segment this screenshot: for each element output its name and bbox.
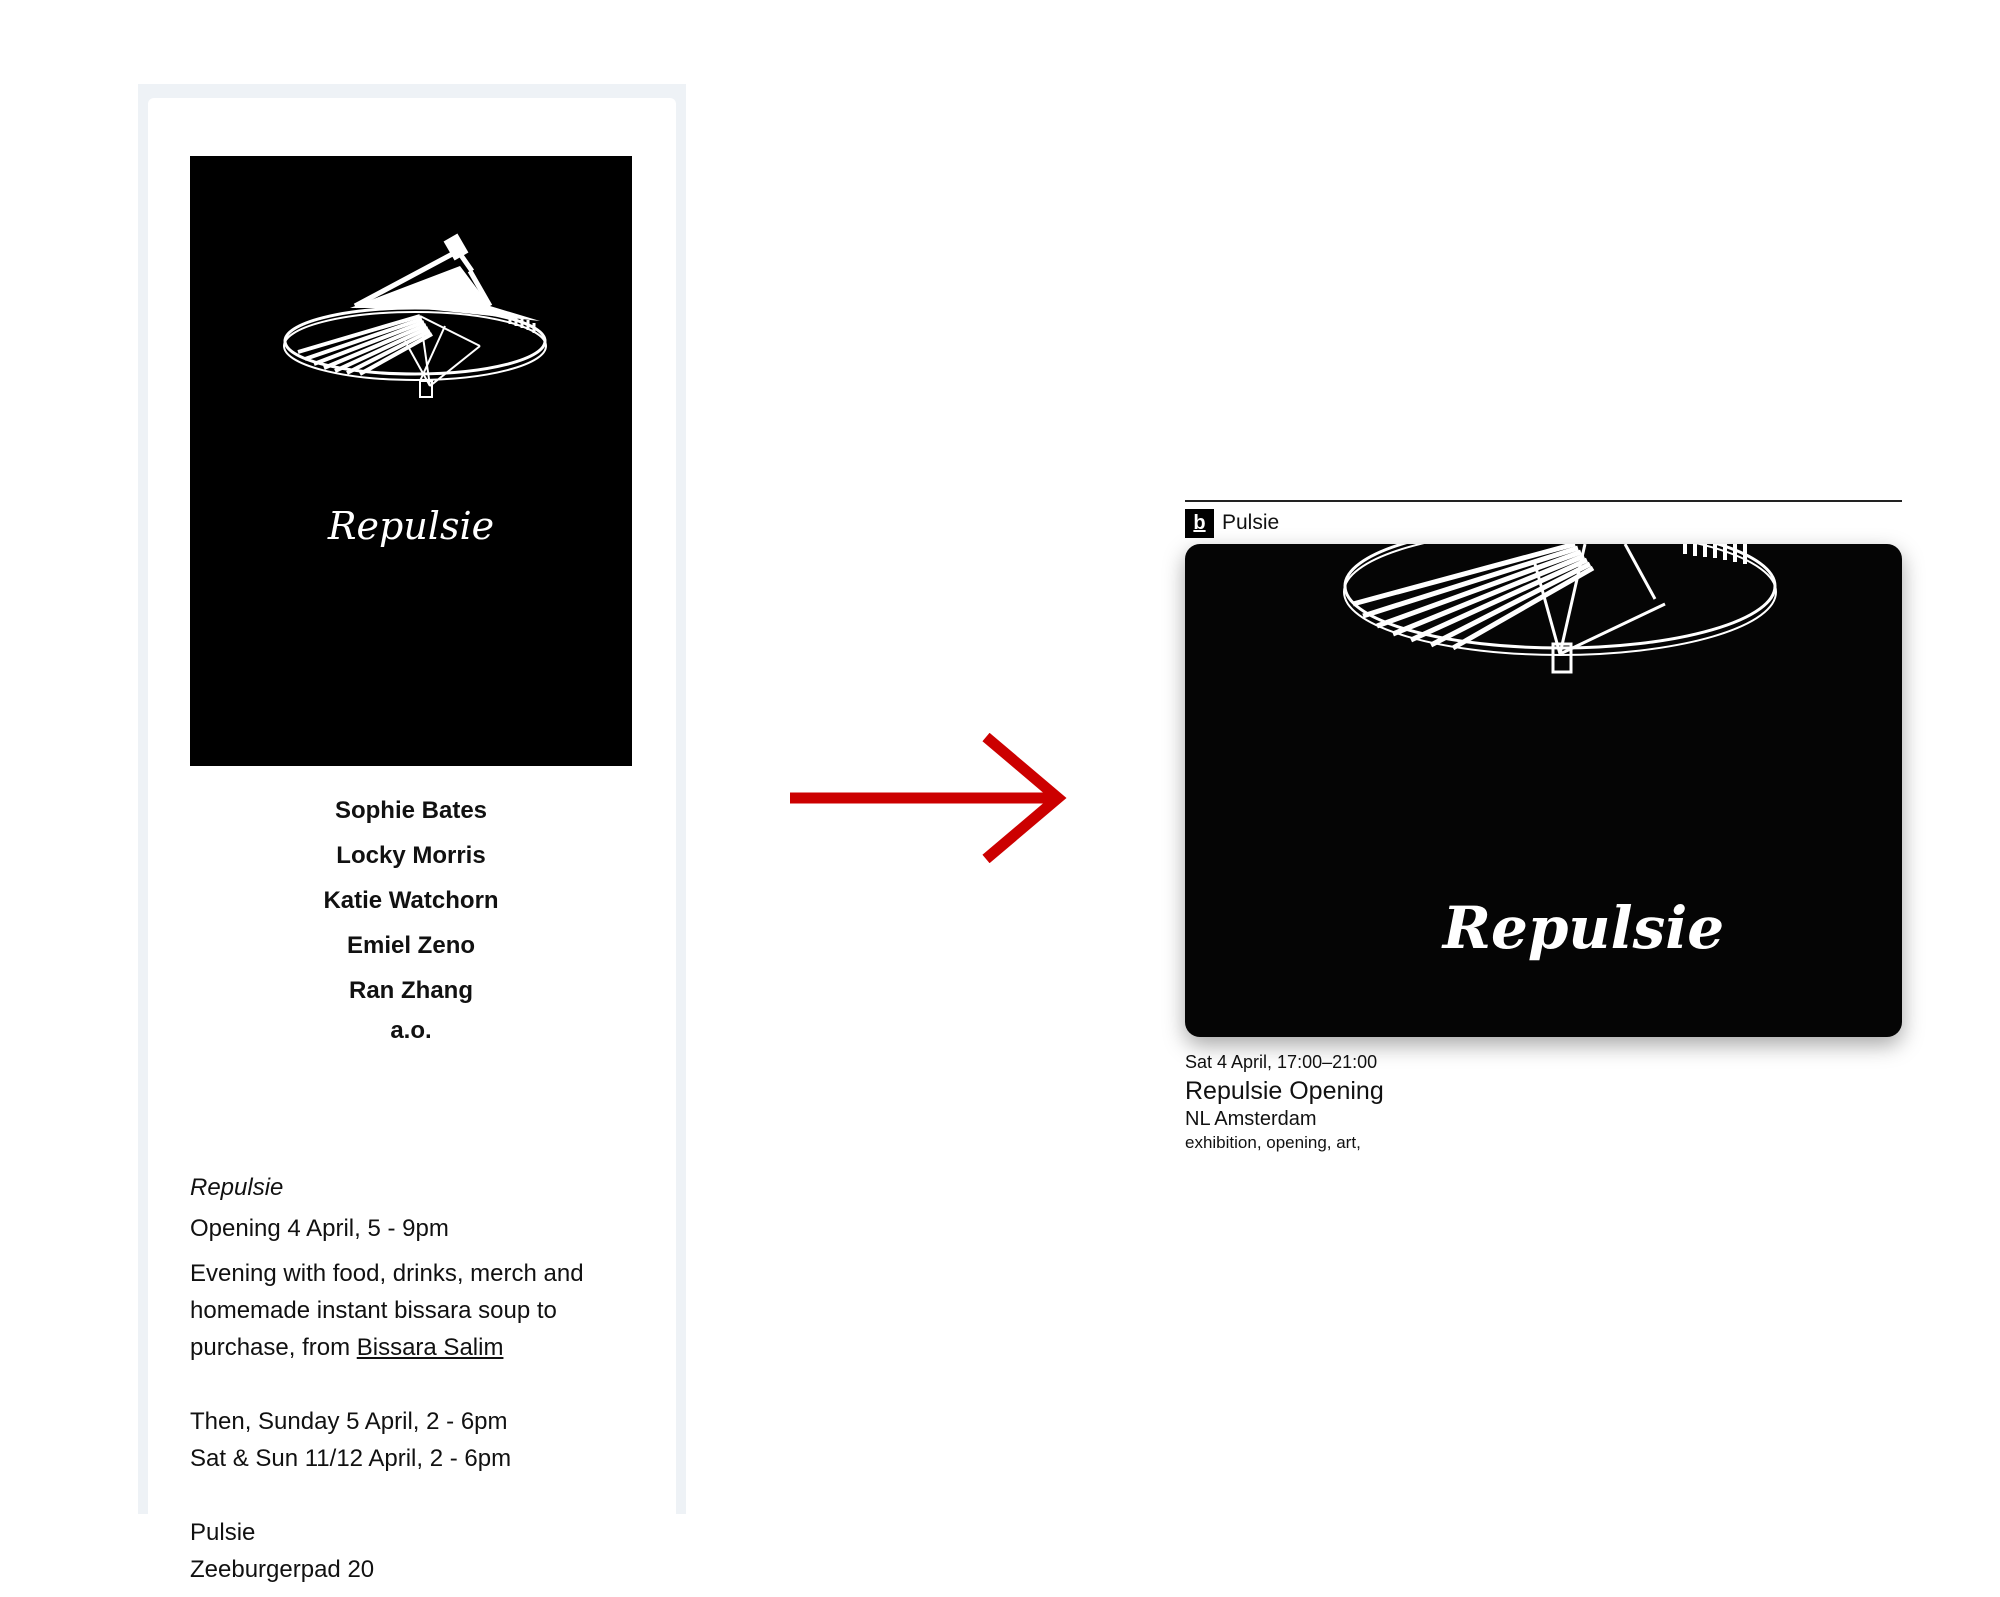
newsletter-card	[148, 98, 676, 1583]
artist-suffix: a.o.	[390, 1017, 432, 1044]
right-arrow-icon	[788, 733, 1078, 863]
event-image-title: Repulsie	[1442, 894, 1725, 962]
event-date: Sat 4 April, 17:00–21:00	[1185, 1052, 1378, 1072]
artist-name: Sophie Bates	[334, 797, 488, 824]
evening-line: homemade instant bissara soup to	[190, 1297, 557, 1324]
then-line: Then, Sunday 5 April, 2 - 6pm	[190, 1408, 508, 1435]
bissara-salim-link[interactable]: Bissara Salim	[356, 1334, 504, 1361]
artist-name: Ran Zhang	[349, 977, 473, 1004]
event-tags: exhibition, opening, art,	[1185, 1133, 1361, 1152]
evening-line-prefix: purchase, from	[190, 1334, 357, 1361]
poster-image	[190, 156, 632, 766]
venue-logo: b	[1185, 509, 1214, 538]
event-card[interactable]	[1185, 500, 1902, 1153]
artist-name: Katie Watchorn	[323, 887, 499, 914]
venue-name: Pulsie	[190, 1519, 256, 1546]
artist-name: Locky Morris	[336, 842, 486, 869]
opening-line: Opening 4 April, 5 - 9pm	[190, 1215, 449, 1242]
weekend-line: Sat & Sun 11/12 April, 2 - 6pm	[190, 1445, 512, 1472]
venue-address: Zeeburgerpad 20	[190, 1556, 375, 1583]
evening-line: Evening with food, drinks, merch and	[190, 1260, 584, 1287]
artist-list	[190, 788, 632, 1049]
exhibition-name: Repulsie	[190, 1174, 284, 1201]
dish-illustration	[190, 156, 632, 766]
poster-title: Repulsie	[327, 504, 495, 548]
newsletter-panel	[138, 84, 686, 1583]
newsletter-body	[190, 1166, 632, 1588]
artist-name: Emiel Zeno	[346, 932, 476, 959]
event-location: NL Amsterdam	[1185, 1108, 1317, 1130]
venue-name[interactable]: Pulsie	[1222, 511, 1280, 534]
venue-header	[1185, 502, 1902, 544]
event-title[interactable]: Repulsie Opening	[1185, 1077, 1384, 1105]
event-image[interactable]	[1185, 544, 1902, 1037]
dish-illustration	[1185, 544, 1902, 1037]
evening-line	[190, 1329, 632, 1366]
